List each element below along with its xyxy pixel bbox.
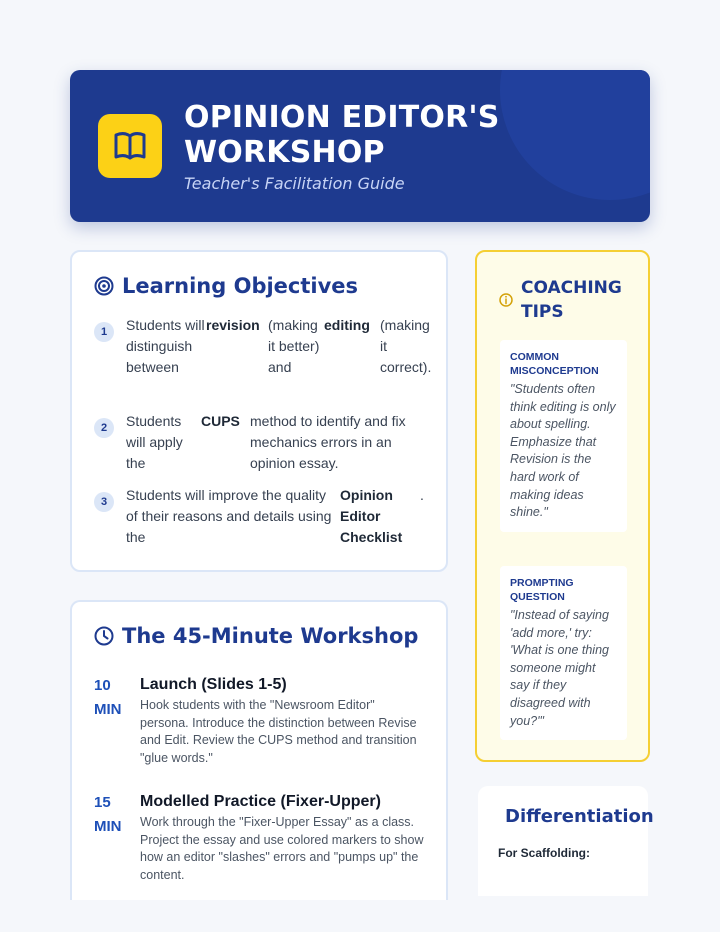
coaching-tips-panel <box>475 250 650 762</box>
step-duration <box>94 674 134 722</box>
step-unit: MIN <box>94 701 122 718</box>
step-description: Hook students with the "Newsroom Editor" persona. Introduce the distinction between Revise and Edit. Review the CUPS method and transition "glue words." <box>140 698 417 765</box>
objective-text: Students will distinguish between <box>126 317 205 375</box>
step-title: Modelled Practice (Fixer-Upper) <box>140 793 381 810</box>
objective-keyword: Opinion Editor Checklist <box>340 487 403 545</box>
objective-text: Students will improve the quality of their reasons and details using the <box>126 487 332 545</box>
step-unit: MIN <box>94 818 122 835</box>
objective-text: method to identify and fix mechanics errors in an opinion essay. <box>250 413 406 471</box>
step-duration <box>94 791 134 839</box>
objective-item <box>94 411 426 474</box>
page-subtitle: Teacher's Facilitation Guide <box>184 174 405 193</box>
step-minutes: 10 <box>94 677 111 694</box>
differentiation-card <box>478 786 654 896</box>
objective-keyword: revision <box>206 317 260 333</box>
workshop-step <box>94 791 424 884</box>
step-minutes: 15 <box>94 794 111 811</box>
objective-keyword: CUPS <box>201 413 240 429</box>
objective-text: Students will apply the <box>126 413 183 471</box>
info-icon <box>499 293 513 307</box>
objective-number: 2 <box>94 418 114 438</box>
clock-icon <box>94 626 114 646</box>
workshop-heading <box>94 624 418 648</box>
objective-number: 3 <box>94 492 114 512</box>
page-header <box>70 70 650 222</box>
target-icon <box>94 276 114 296</box>
tip-quote: "Instead of saying 'add more,' try: 'What is one thing someone might say if they disagreed with you?'" <box>510 608 609 728</box>
page-title: OPINION EDITOR'S WORKSHOP <box>184 100 500 170</box>
workshop-card <box>70 600 448 900</box>
tip-quote: "Students often think editing is only about spelling. Emphasize that Revision is the hard work of making ideas shine." <box>510 382 616 520</box>
tip-label: PROMPTING QUESTION <box>510 577 574 603</box>
objective-item <box>94 485 430 548</box>
coaching-tip <box>500 340 627 532</box>
objective-text: . <box>420 487 424 503</box>
coaching-tips-title: COACHING TIPS <box>521 278 622 322</box>
objective-item <box>94 315 434 378</box>
objective-number: 1 <box>94 322 114 342</box>
differentiation-title: Differentiation <box>505 806 654 827</box>
coaching-tips-heading <box>499 276 631 324</box>
objectives-title: Learning Objectives <box>122 274 359 298</box>
objective-keyword: editing <box>324 317 370 333</box>
objective-text: (making it correct). <box>380 317 432 375</box>
workshop-title: The 45-Minute Workshop <box>122 624 419 648</box>
coaching-tip <box>500 566 627 740</box>
objectives-heading <box>94 274 358 298</box>
differentiation-subtitle: For Scaffolding: <box>498 846 590 860</box>
learning-objectives-card <box>70 250 448 572</box>
step-title: Launch (Slides 1-5) <box>140 676 287 693</box>
book-icon <box>98 114 162 178</box>
workshop-step <box>94 674 424 767</box>
objective-text: (making it better) and <box>268 317 320 375</box>
tip-label: COMMON MISCONCEPTION <box>510 351 599 377</box>
step-description: Work through the "Fixer-Upper Essay" as a class. Project the essay and use colored markers to show how an editor "slashes" errors and "pumps up" the content. <box>140 815 424 882</box>
